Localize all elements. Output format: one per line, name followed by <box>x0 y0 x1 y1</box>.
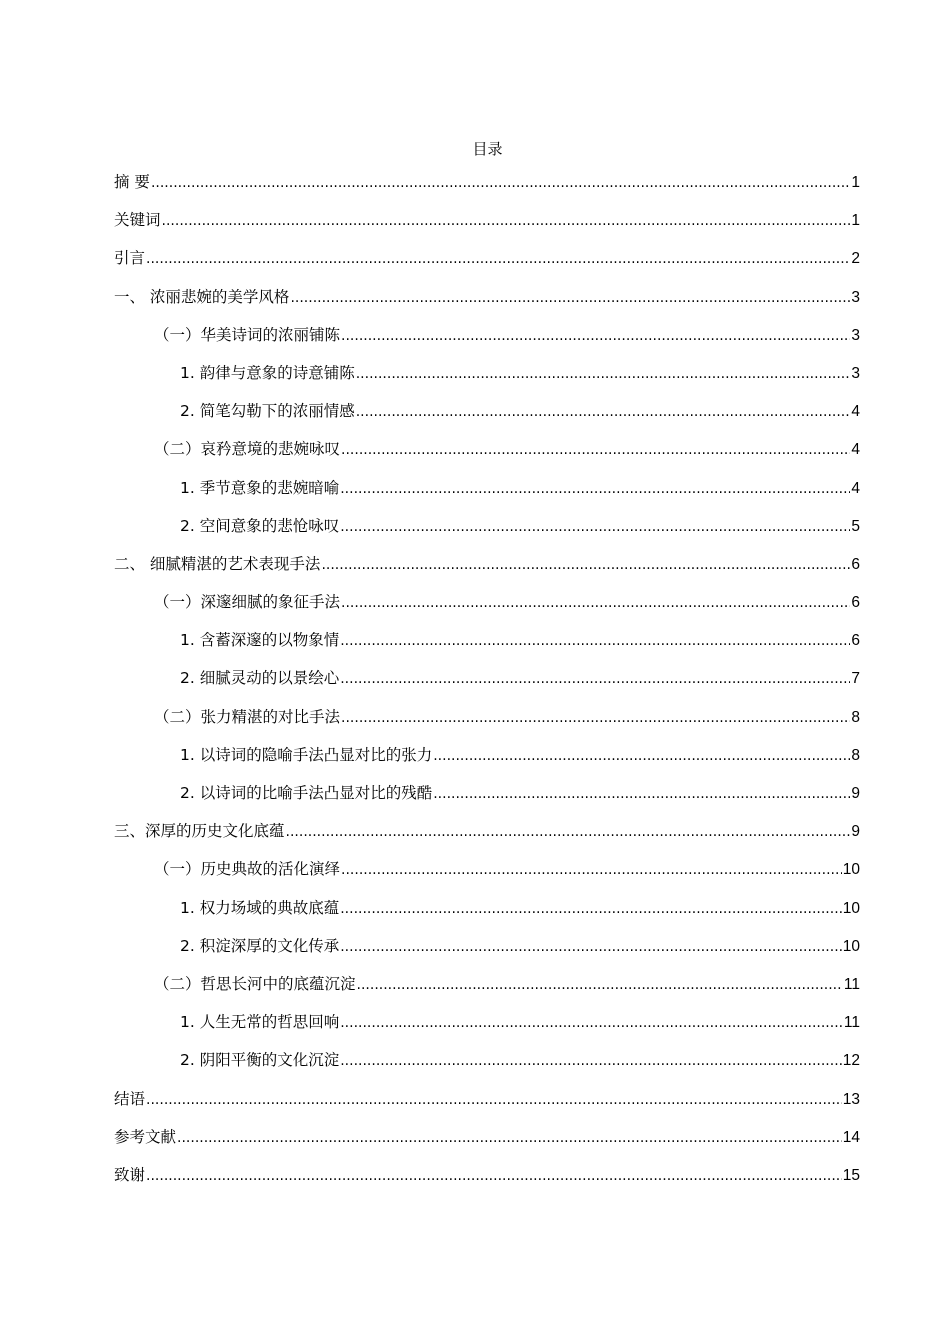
toc-leader-dots <box>146 1088 842 1112</box>
toc-leader-dots <box>340 935 842 959</box>
toc-entry-chapter-1 <box>114 279 860 317</box>
toc-page-number: 4 <box>851 479 860 497</box>
toc-leader-dots <box>321 553 850 577</box>
toc-entry-subsection-2-2-2 <box>114 775 860 813</box>
toc-page-number: 14 <box>842 1128 860 1146</box>
toc-page-number: 8 <box>851 746 860 764</box>
toc-entry-subsection-3-2-1 <box>114 1004 860 1042</box>
toc-leader-dots <box>340 897 842 921</box>
toc-page-number: 9 <box>851 823 860 841</box>
toc-entry-text: 2. 以诗词的比喻手法凸显对比的残酷 <box>180 784 433 802</box>
toc-leader-dots <box>341 706 850 730</box>
toc-leader-dots <box>340 1011 843 1035</box>
toc-entry-text: 结语 <box>114 1089 146 1108</box>
toc-entry-text: 1. 权力场域的典故底蕴 <box>180 898 340 917</box>
toc-entry-text: （一）历史典故的活化演绎 <box>154 860 341 879</box>
toc-leader-dots <box>357 973 843 997</box>
toc-page-number: 3 <box>851 326 860 344</box>
toc-leader-dots <box>341 591 850 615</box>
toc-entry-subsection-3-1-2 <box>114 928 860 966</box>
toc-page-number: 10 <box>842 861 860 879</box>
toc-entry-subsection-1-1-1 <box>114 355 860 393</box>
toc-entry-text: 1. 以诗词的隐喻手法凸显对比的张力 <box>180 745 433 764</box>
toc-leader-dots <box>340 629 850 653</box>
toc-entry-subsection-2-2-1 <box>114 737 860 775</box>
toc-title: 目录 <box>472 140 503 158</box>
toc-leader-dots <box>340 477 850 501</box>
toc-entry-section-1-1 <box>114 317 860 355</box>
toc-entry-text: 2. 空间意象的悲怆咏叹 <box>180 516 340 535</box>
toc-page-number: 8 <box>851 708 860 726</box>
toc-leader-dots <box>341 858 842 882</box>
toc-entry-text: （一）华美诗词的浓丽铺陈 <box>154 325 341 344</box>
toc-entry-abstract <box>114 164 860 202</box>
toc-entry-text: 2. 简笔勾勒下的浓丽情感 <box>180 402 355 421</box>
toc-page-number: 5 <box>851 517 860 535</box>
toc-entry-text: 参考文献 <box>114 1127 177 1146</box>
toc-entry-text: 1. 季节意象的悲婉暗喻 <box>180 478 340 497</box>
toc-entry-text: 关键词 <box>114 211 161 230</box>
toc-entry-section-2-1 <box>114 584 860 622</box>
toc-entry-text: （一）深邃细腻的象征手法 <box>154 593 341 612</box>
toc-entry-text: （二）张力精湛的对比手法 <box>154 707 341 726</box>
toc-entry-text: （二）哀矜意境的悲婉咏叹 <box>154 440 341 459</box>
toc-page-number: 13 <box>842 1090 860 1108</box>
toc-leader-dots <box>356 400 851 424</box>
toc-page-number: 10 <box>842 937 860 955</box>
toc-entry-text: 二、 细腻精湛的艺术表现手法 <box>114 554 321 573</box>
toc-entry-subsection-1-1-2 <box>114 393 860 431</box>
toc-entry-subsection-1-2-2 <box>114 508 860 546</box>
toc-entry-text: 1. 含蓄深邃的以物象情 <box>180 631 340 650</box>
toc-entry-chapter-2 <box>114 546 860 584</box>
toc-leader-dots <box>341 324 850 348</box>
toc-entry-introduction <box>114 240 860 278</box>
toc-entry-keywords <box>114 202 860 240</box>
toc-entry-text: 三、深厚的历史文化底蕴 <box>114 822 285 841</box>
toc-entry-section-3-2 <box>114 966 860 1004</box>
toc-leader-dots <box>146 247 850 271</box>
toc-page-number: 12 <box>842 1052 860 1070</box>
toc-entry-subsection-1-2-1 <box>114 470 860 508</box>
toc-leader-dots <box>290 286 850 310</box>
toc-leader-dots <box>146 1164 842 1188</box>
toc-page-number: 11 <box>843 975 860 993</box>
toc-leader-dots <box>340 1049 842 1073</box>
toc-leader-dots <box>151 171 850 195</box>
toc-leader-dots <box>286 820 851 844</box>
toc-page-number: 6 <box>851 594 860 612</box>
toc-page-number: 3 <box>851 288 860 306</box>
toc-leader-dots <box>356 362 851 386</box>
toc-entry-text: 2. 阴阳平衡的文化沉淀 <box>180 1051 340 1070</box>
toc-entry-text: 2. 积淀深厚的文化传承 <box>180 936 340 955</box>
toc-leader-dots <box>177 1126 842 1150</box>
toc-entry-subsection-3-1-1 <box>114 890 860 928</box>
toc-entry-text: 1. 韵律与意象的诗意铺陈 <box>180 363 355 382</box>
toc-page-number: 1 <box>851 212 860 230</box>
toc-page-number: 2 <box>851 250 860 268</box>
toc-page-number: 6 <box>851 555 860 573</box>
toc-entry-section-1-2 <box>114 431 860 469</box>
toc-leader-dots <box>433 744 850 768</box>
toc-page-number: 1 <box>851 174 860 191</box>
toc-leader-dots <box>340 667 850 691</box>
toc-entry-text: 1. 人生无常的哲思回响 <box>180 1013 340 1032</box>
toc-entry-text: （二）哲思长河中的底蕴沉淀 <box>154 974 356 993</box>
toc-page-number: 11 <box>843 1014 860 1032</box>
toc-page-number: 3 <box>851 364 860 382</box>
toc-entry-text: 摘 要 <box>114 173 150 191</box>
toc-page-number: 4 <box>851 403 860 421</box>
toc-entry-text: 一、 浓丽悲婉的美学风格 <box>114 287 290 306</box>
toc-entry-conclusion <box>114 1081 860 1119</box>
toc-leader-dots <box>162 209 851 233</box>
toc-leader-dots <box>340 515 850 539</box>
toc-leader-dots <box>341 438 850 462</box>
toc-entry-subsection-3-2-2 <box>114 1042 860 1080</box>
toc-entry-chapter-3 <box>114 813 860 851</box>
toc-page-number: 9 <box>851 785 860 802</box>
toc-entry-subsection-2-1-1 <box>114 622 860 660</box>
toc-entry-text: 致谢 <box>114 1165 146 1184</box>
toc-entry-section-3-1 <box>114 851 860 889</box>
toc-entry-section-2-2 <box>114 699 860 737</box>
toc-leader-dots <box>433 782 850 806</box>
toc-entry-text: 引言 <box>114 249 146 268</box>
toc-entry-references <box>114 1119 860 1157</box>
toc-entry-text: 2. 细腻灵动的以景绘心 <box>180 669 340 688</box>
toc-page-number: 6 <box>851 632 860 650</box>
toc-page-number: 15 <box>842 1166 860 1184</box>
toc-entry-subsection-2-1-2 <box>114 660 860 698</box>
toc-page-number: 10 <box>842 899 860 917</box>
toc-page-number: 4 <box>851 441 860 459</box>
toc-entry-acknowledgements <box>114 1157 860 1195</box>
table-of-contents <box>114 164 860 1195</box>
toc-page-number: 7 <box>851 670 860 688</box>
